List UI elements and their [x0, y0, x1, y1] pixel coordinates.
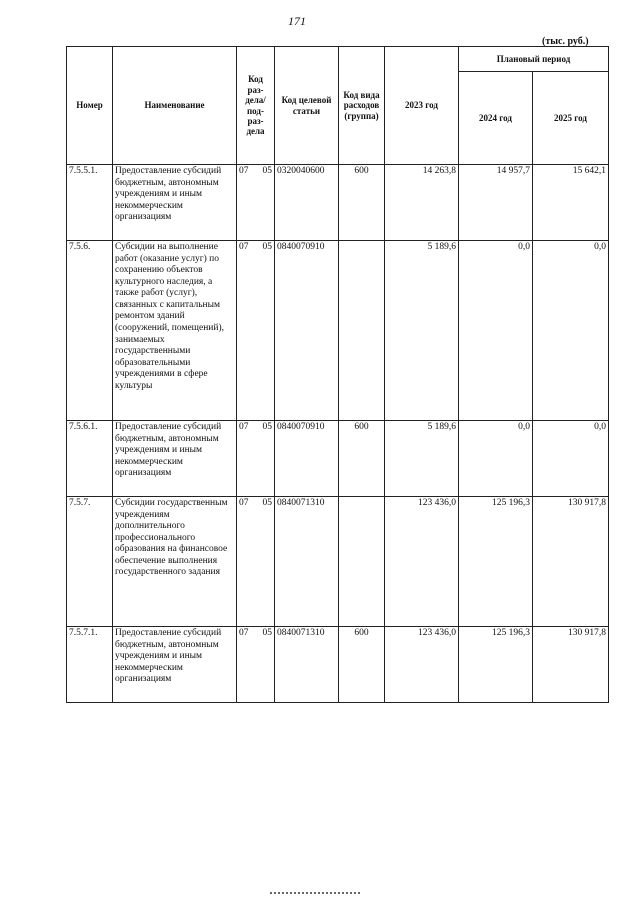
row-name: Предоставление субсидий бюджетным, автономным учреждениям и иным некоммерческим организациям [113, 165, 237, 241]
row-razdel [237, 241, 275, 421]
row-name: Предоставление субсидий бюджетным, автономным учреждениям и иным некоммерческим организациям [113, 421, 237, 497]
row-target-code: 0840071310 [275, 497, 339, 627]
table-row [67, 497, 609, 627]
row-name: Субсидии государственным учреждениям дополнительного профессионального образования на финансовое обеспечение выполнения государственного задания [113, 497, 237, 627]
razdel-code: 07 [239, 422, 249, 432]
row-2024: 0,0 [459, 421, 533, 497]
row-expense-type: 600 [339, 165, 385, 241]
row-razdel [237, 421, 275, 497]
table-row [67, 165, 609, 241]
row-number: 7.5.6.1. [67, 421, 113, 497]
podrazdel-code: 05 [262, 166, 272, 176]
row-name: Субсидии на выполнение работ (оказание услуг) по сохранению объектов культурного наследия, а также работ (услуг), связанных с капитальным ремонтом зданий (сооружений, помещений), занимаемых государственными образовательными учреждениями в сфере культуры [113, 241, 237, 421]
podrazdel-code: 05 [262, 498, 272, 508]
row-razdel [237, 497, 275, 627]
row-razdel [237, 627, 275, 703]
row-number: 7.5.5.1. [67, 165, 113, 241]
row-2024: 125 196,3 [459, 627, 533, 703]
page-number: 171 [288, 14, 306, 28]
header-razdel: Код раз- дела/ под- раз- дела [237, 47, 275, 165]
row-2024: 0,0 [459, 241, 533, 421]
row-2024: 14 957,7 [459, 165, 533, 241]
budget-table [66, 46, 609, 703]
table-row [67, 627, 609, 703]
podrazdel-code: 05 [262, 242, 272, 252]
row-number: 7.5.7. [67, 497, 113, 627]
header-number: Номер [67, 47, 113, 165]
row-expense-type [339, 241, 385, 421]
razdel-code: 07 [239, 498, 249, 508]
row-2024: 125 196,3 [459, 497, 533, 627]
podrazdel-code: 05 [262, 422, 272, 432]
header-plan-period: Плановый период [459, 47, 609, 72]
row-number: 7.5.7.1. [67, 627, 113, 703]
row-expense-type: 600 [339, 421, 385, 497]
row-expense-type: 600 [339, 627, 385, 703]
header-target-code: Код целевой статьи [275, 47, 339, 165]
row-2025: 15 642,1 [533, 165, 609, 241]
header-2024: 2024 год [459, 72, 533, 165]
row-name: Предоставление субсидий бюджетным, автономным учреждениям и иным некоммерческим организациям [113, 627, 237, 703]
row-target-code: 0840071310 [275, 627, 339, 703]
row-2023: 5 189,6 [385, 421, 459, 497]
razdel-code: 07 [239, 166, 249, 176]
footer-scan-marks [270, 892, 360, 900]
row-2025: 130 917,8 [533, 497, 609, 627]
row-number: 7.5.6. [67, 241, 113, 421]
row-target-code: 0320040600 [275, 165, 339, 241]
row-razdel [237, 165, 275, 241]
header-name: Наименование [113, 47, 237, 165]
row-target-code: 0840070910 [275, 421, 339, 497]
row-2023: 123 436,0 [385, 627, 459, 703]
row-target-code: 0840070910 [275, 241, 339, 421]
row-2023: 5 189,6 [385, 241, 459, 421]
row-2023: 14 263,8 [385, 165, 459, 241]
row-2023: 123 436,0 [385, 497, 459, 627]
header-2025: 2025 год [533, 72, 609, 165]
row-expense-type [339, 497, 385, 627]
header-2023: 2023 год [385, 47, 459, 165]
units-label: (тыс. руб.) [542, 36, 589, 47]
razdel-code: 07 [239, 628, 249, 638]
row-2025: 0,0 [533, 241, 609, 421]
podrazdel-code: 05 [262, 628, 272, 638]
razdel-code: 07 [239, 242, 249, 252]
row-2025: 0,0 [533, 421, 609, 497]
table-row [67, 421, 609, 497]
table-row [67, 241, 609, 421]
row-2025: 130 917,8 [533, 627, 609, 703]
header-expense-type: Код вида расходов (группа) [339, 47, 385, 165]
